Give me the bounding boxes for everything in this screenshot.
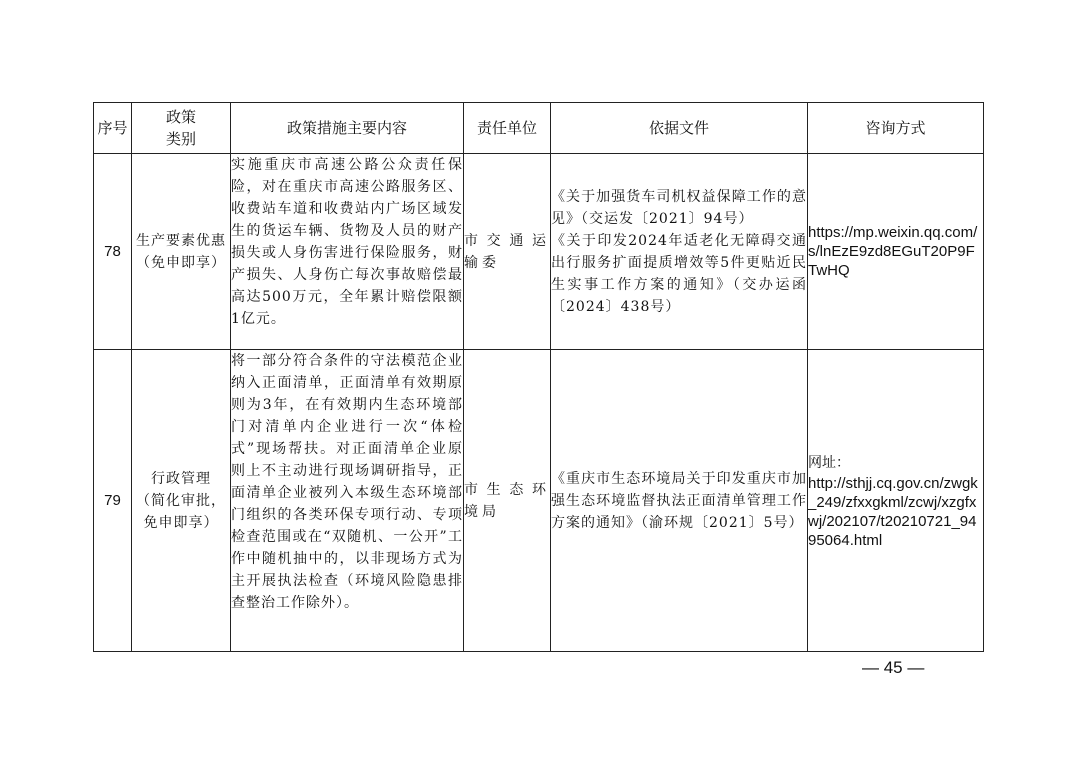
row-unit: 市生态环境局	[464, 350, 551, 652]
contact-url-link[interactable]: http://sthjj.cq.gov.cn/zwgk_249/zfxxgkml/zcwj/xzgfxwj/202107/t20210721_9495064.html	[808, 474, 978, 549]
policy-table	[93, 102, 984, 652]
row-index: 79	[94, 350, 132, 652]
header-document: 依据文件	[551, 103, 808, 154]
table-row	[94, 154, 984, 350]
row-document: 《重庆市生态环境局关于印发重庆市加强生态环境监督执法正面清单管理工作方案的通知》（渝环规〔2021〕5号）	[551, 350, 808, 652]
header-unit: 责任单位	[464, 103, 551, 154]
header-content: 政策措施主要内容	[231, 103, 464, 154]
row-index: 78	[94, 154, 132, 350]
row-category: 生产要素优惠 （免申即享）	[132, 154, 231, 350]
contact-label: 网址：	[808, 454, 850, 471]
row-content: 实施重庆市高速公路公众责任保险，对在重庆市高速公路服务区、收费站车道和收费站内广场区域发生的货运车辆、货物及人员的财产损失或人身伤害进行保险服务，财产损失、人身伤亡每次事故赔偿最高达500万元，全年累计赔偿限额1亿元。	[231, 154, 464, 350]
row-category: 行政管理 （简化审批，免申即享）	[132, 350, 231, 652]
header-index: 序号	[94, 103, 132, 154]
header-contact: 咨询方式	[808, 103, 984, 154]
table-row	[94, 350, 984, 652]
page-number: — 45 —	[862, 658, 925, 677]
row-contact-link[interactable]: https://mp.weixin.qq.com/s/lnEzE9zd8EGuT20P9FTwHQ	[808, 154, 984, 350]
table-header-row	[94, 103, 984, 154]
row-unit: 市交通运输委	[464, 154, 551, 350]
row-content: 将一部分符合条件的守法模范企业纳入正面清单，正面清单有效期原则为3年，在有效期内生态环境部门对清单内企业进行一次“体检式”现场帮扶。对正面清单企业原则上不主动进行现场调研指导，正面清单企业被列入本级生态环境部门组织的各类环保专项行动、专项检查范围或在“双随机、一公开”工作中随机抽中的，以非现场方式为主开展执法检查（环境风险隐患排查整治工作除外）。	[231, 350, 464, 652]
row-document: 《关于加强货车司机权益保障工作的意见》（交运发〔2021〕94号） 《关于印发2024年适老化无障碍交通出行服务扩面提质增效等5件更贴近民生实事工作方案的通知》（交办运函〔2024〕438号）	[551, 154, 808, 350]
header-category: 政策 类别	[132, 103, 231, 154]
row-contact	[808, 350, 984, 652]
